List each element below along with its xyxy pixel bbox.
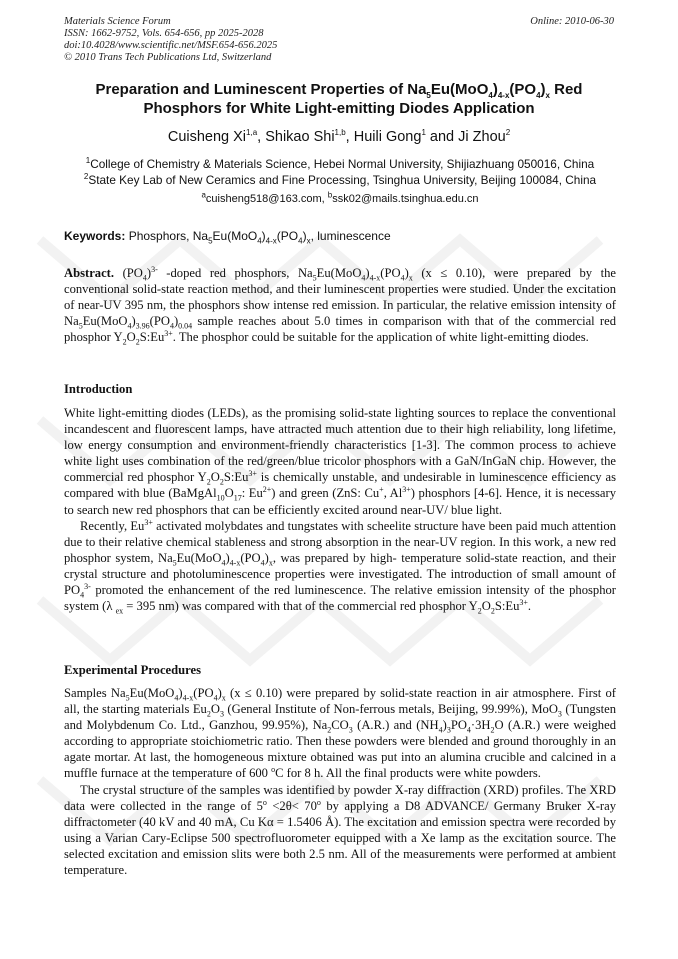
keywords-label: Keywords: [64, 229, 126, 243]
affiliation-1: $^1$College of Chemistry & Materials Science, Hebei Normal University, Shijiazhuang 050016, China [85, 156, 595, 171]
experimental-body [64, 685, 616, 878]
email-line: $^a$cuisheng518@163.com, $^b$ssk02@mails.tsinghua.edu.cn [201, 190, 479, 205]
abstract [64, 265, 616, 345]
email-a[interactable]: cuisheng518@163.com, [205, 193, 328, 205]
paper-title: Preparation and Luminescent Properties of $Na_5Eu(MoO_4)_{4-x}(PO_4)_x$ Red Phosphors for White Light-emitting Diodes Application [95, 81, 583, 117]
issn-line: ISSN: 1662-9752, Vols. 654-656, pp 2025-2028 [64, 28, 264, 39]
abstract-label: Abstract. [64, 266, 115, 280]
intro-paragraph-2: Recently, $Eu^{3+}$ activated molybdates and tungstates with scheelite structure have been paid much attention due to their relative chemical stableness and strong absorption in the near-UV region. In this work, a new red phosphor system, $Na_5Eu(MoO_4)_{4-x}(PO_4)_x$, was prepared by high- temperature solid-state reaction, and their crystal structure and photoluminescence properties were investigated. The introduction of small amount of $PO_4^{3-}$ promoted the enhancement of the red luminescence. The relative emission intensity of the phosphor system (λ $_{ex}$ = 395 nm) was compared with that of the commercial red phosphor $Y_2O_2S:Eu^{3+}$. [64, 517, 616, 616]
copyright-line: © 2010 Trans Tech Publications Ltd, Switzerland [64, 52, 272, 63]
keywords-line: Keywords: Phosphors, $Na_5Eu(MoO_4)_{4-x}(PO_4)_x$, luminescence [64, 229, 391, 246]
experimental-paragraph-1: Samples $Na_5Eu(MoO_4)_{4-x}(PO_4)_x$ (x ≤ 0.10) were prepared by solid-state reaction in air atmosphere. First of all, the starting materials $Eu_2O_3$ (General Institute of Non-ferrous metals, Beijing, 99.99%), MoO$_3$ (Tungsten and Molybdenum Co. Ltd., Ganzhou, 99.95%), $Na_2CO_3$ (A.R.) and $(NH_4)_3PO_4\cdot 3H_2O$ (A.R.) were weighed according to appropriate stoichiometric ratio. Then these powders were blended and ground thoroughly in an agate mortar. At last, the homogeneous mixture obtained was put into an alumina crucible and calcined in a muffle furnace at the temperature of 600 $^o$C for 8 h. All the final products were white powders. [64, 686, 617, 781]
affiliation-2: $^2$State Key Lab of New Ceramics and Fine Processing, Tsinghua University, Beijing 100084, China [83, 172, 597, 187]
intro-paragraph-1: White light-emitting diodes (LEDs), as the promising solid-state lighting sources to replace the conventional incandescent and fluorescent lamps, have attracted much attention due to their high reliability, long lifetime, low energy consumption and environment-friendly characteristics [1-3]. The common process to achieve white light uses combination of the red/green/blue tricolor phosphors with a GaN/InGaN chip. However, the commercial red phosphor $Y_2O_2S:Eu^{3+}$ is chemically unstable, and undesirable in luminescence efficiency as compared with blue ($BaMgAl_{10}O_{17}$: $Eu^{2+}$) and green (ZnS: Cu+, $Al^{3+}$) phosphors [4-6]. Hence, it is necessary to search new red phosphors that can be efficiently excited around near-UV/ blue light. [64, 406, 617, 517]
experimental-paragraph-2: The crystal structure of the samples was identified by powder X-ray diffraction (XRD) profiles. The XRD data were collected in the range of $5^o <2\theta< 70^o$ by applying a D8 ADVANCE/ Germany Bruker X-ray diffractometer (40 kV and 40 mA, Cu Kα = 1.5406 Å). The excitation and emission spectra were recorded by using a Varian Cary-Eclipse 500 spectrofluorometer equipped with a Xe lamp as the excitation source. The selected excitation and emission slits were both 2.5 nm. All of the measurements were performed at ambient temperature. [64, 782, 616, 878]
author-list: Cuisheng Xi$^{1,a}$, Shikao Shi$^{1,b}$, Huili Gong$^1$ and Ji Zhou$^2$ [167, 128, 511, 145]
title-line-2: Phosphors for White Light-emitting Diodes Application [143, 100, 535, 117]
abstract-text: $(PO_4)^{3-}$ -doped red phosphors, $Na_5Eu(MoO_4)_{4-x}(PO_4)_x$ (x ≤ 0.10), were prepared by the conventional solid-state reaction method, and their luminescent properties were studied. Under the excitation of near-UV 395 nm, the phosphors show intense red emission. In particular, the relative emission intensity of $Na_5Eu(MoO_4)_{3.96}(PO_4)_{0.04}$ sample reaches about 5.0 times in comparison with that of the commercial red phosphor $Y_2O_2S:Eu^{3+}$. The phosphor could be suitable for the application of white light-emitting diodes. [64, 264, 616, 347]
email-b[interactable]: ssk02@mails.tsinghua.edu.cn [332, 193, 479, 205]
experimental-heading: Experimental Procedures [64, 663, 201, 677]
intro-heading: Introduction [64, 382, 133, 396]
journal-name: Materials Science Forum [64, 16, 171, 27]
intro-body [64, 405, 616, 614]
doi-line[interactable]: doi:10.4028/www.scientific.net/MSF.654-656.2025 [64, 40, 278, 51]
online-date: Online: 2010-06-30 [530, 16, 614, 27]
